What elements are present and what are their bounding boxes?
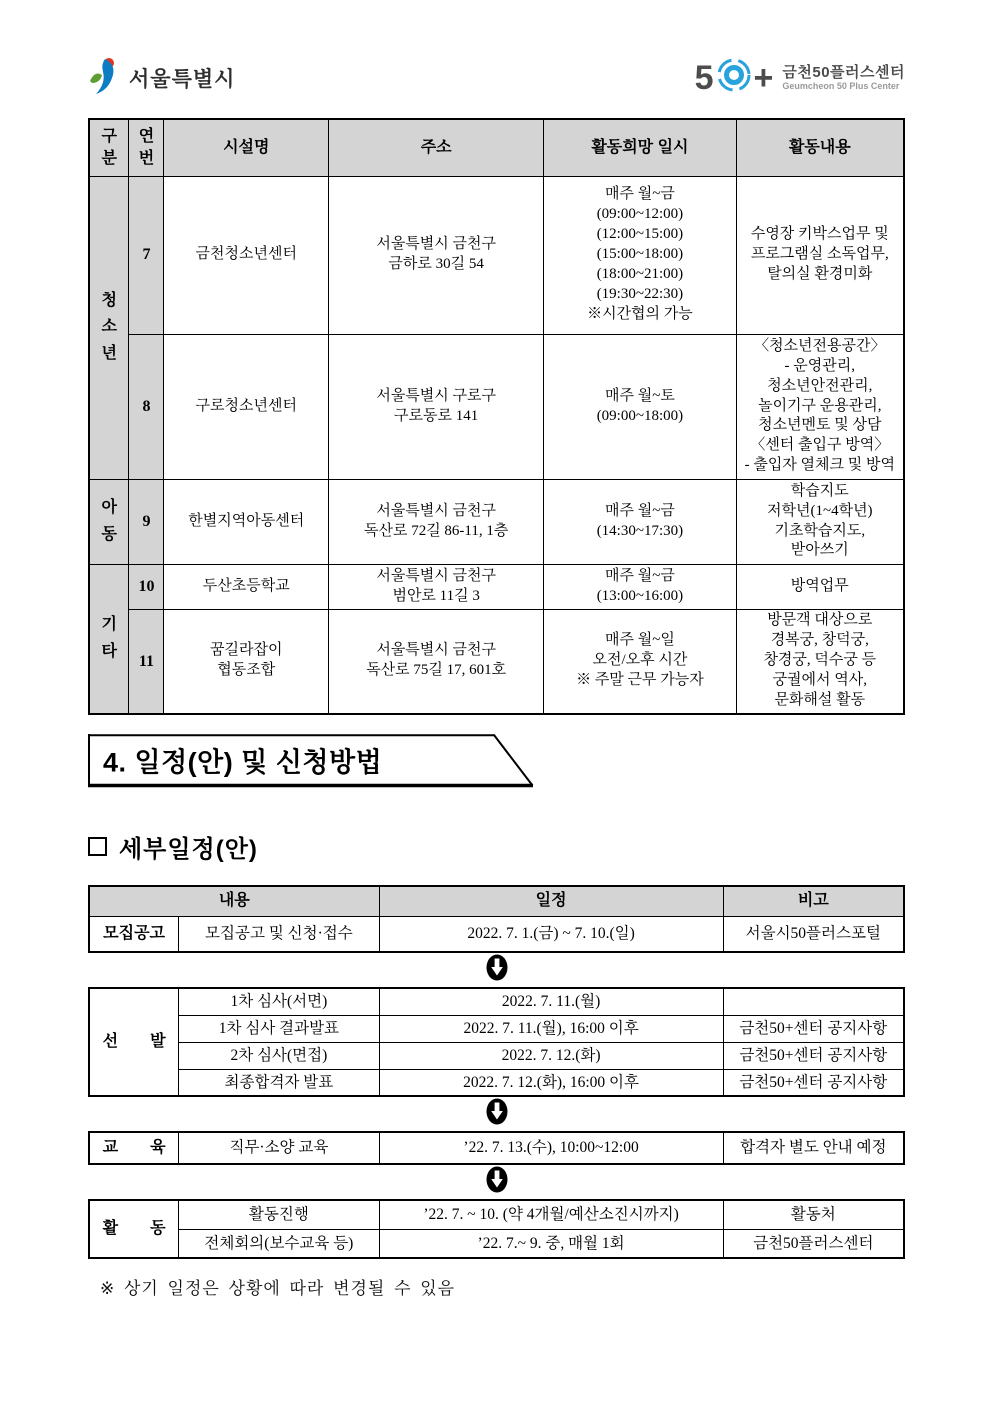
schedule-content: 1차 심사 결과발표 (179, 1015, 379, 1042)
facility-name: 한별지역아동센터 (164, 479, 329, 564)
schedule-date: 2022. 7. 11.(월) (379, 988, 723, 1015)
facility-content: 수영장 키박스업무 및 프로그램실 소독업무, 탈의실 환경미화 (736, 176, 904, 334)
row-number: 9 (129, 479, 164, 564)
flow-arrow (88, 1165, 905, 1199)
schedule-content: 모집공고 및 신청·접수 (179, 916, 379, 952)
category-child: 아 동 (89, 479, 129, 564)
subsection-heading (88, 830, 905, 862)
schedule-table-education (88, 1131, 905, 1165)
row-number: 10 (129, 564, 164, 609)
table-row (89, 176, 904, 334)
facility-address: 서울특별시 금천구 독산로 72길 86-11, 1층 (329, 479, 544, 564)
col-header-number: 연 번 (129, 119, 164, 176)
subsection-title: 세부일정(안) (119, 835, 258, 863)
col-header-date: 일정 (379, 886, 723, 916)
facility-datetime: 매주 월~일 오전/오후 시간 ※ 주말 근무 가능자 (544, 609, 736, 714)
row-number: 7 (129, 176, 164, 334)
square-bullet-icon (88, 837, 107, 856)
down-arrow-icon (486, 1098, 508, 1130)
schedule-note (723, 988, 904, 1015)
schedule-date: 2022. 7. 12.(화) (379, 1042, 723, 1069)
schedule-note: 서울시50플러스포털 (723, 916, 904, 952)
down-arrow-icon (486, 1166, 508, 1198)
table-row (89, 1200, 904, 1229)
schedule-date: ’22. 7. 13.(수), 10:00~12:00 (379, 1132, 723, 1164)
gc-logo-title: 금천50플러스센터 (782, 64, 905, 82)
facility-address: 서울특별시 금천구 금하로 30길 54 (329, 176, 544, 334)
schedule-table-activity (88, 1199, 905, 1259)
facilities-table (88, 118, 905, 715)
schedule-date: 2022. 7. 11.(월), 16:00 이후 (379, 1015, 723, 1042)
geumcheon-50plus-logo (695, 57, 905, 99)
table-row (89, 1015, 904, 1042)
schedule-note: 금천50+센터 공지사항 (723, 1069, 904, 1096)
col-header-name: 시설명 (164, 119, 329, 176)
category-etc: 기 타 (89, 564, 129, 714)
schedule-note: 활동처 (723, 1200, 904, 1229)
facility-content: 학습지도 저학년(1~4학년) 기초학습지도, 받아쓰기 (736, 479, 904, 564)
col-header-category: 구 분 (89, 119, 129, 176)
table-row (89, 916, 904, 952)
down-arrow-icon (486, 954, 508, 986)
category-youth: 청 소 년 (89, 176, 129, 479)
seoul-city-logo (88, 56, 235, 101)
schedule-note: 금천50플러스센터 (723, 1229, 904, 1258)
facility-datetime: 매주 월~금 (09:00~12:00) (12:00~15:00) (15:00~18:00) (18:00~21:00) (19:30~22:30) ※시간협의 가능 (544, 176, 736, 334)
schedule-table-selection (88, 987, 905, 1097)
table-row (89, 988, 904, 1015)
gc-logo-subtitle: Geumcheon 50 Plus Center (782, 81, 900, 92)
footnote-text: ※ 상기 일정은 상황에 따라 변경될 수 있음 (100, 1279, 456, 1298)
facility-content: 방문객 대상으로 경복궁, 창덕궁, 창경궁, 덕수궁 등 궁궐에서 역사, 문화해설 활동 (736, 609, 904, 714)
seoul-logo-text: 서울특별시 (129, 68, 236, 91)
facility-name: 구로청소년센터 (164, 334, 329, 479)
schedule-content: 2차 심사(면접) (179, 1042, 379, 1069)
col-header-note: 비고 (723, 886, 904, 916)
row-number: 11 (129, 609, 164, 714)
logo-5-text: 5 (694, 59, 714, 97)
phase-label: 모집공고 (89, 916, 179, 952)
facility-address: 서울특별시 금천구 독산로 75길 17, 601호 (329, 609, 544, 714)
flow-arrow (88, 953, 905, 987)
table-row (89, 609, 904, 714)
page-header (88, 55, 905, 101)
schedule-content: 최종합격자 발표 (179, 1069, 379, 1096)
col-header-content: 내용 (89, 886, 379, 916)
col-header-address: 주소 (329, 119, 544, 176)
facility-name: 두산초등학교 (164, 564, 329, 609)
schedule-date: 2022. 7. 12.(화), 16:00 이후 (379, 1069, 723, 1096)
facility-content: 방역업무 (736, 564, 904, 609)
schedule-date: 2022. 7. 1.(금) ~ 7. 10.(일) (379, 916, 723, 952)
schedule-note: 합격자 별도 안내 예정 (723, 1132, 904, 1164)
logo-plus-text: + (753, 59, 774, 97)
table-row (89, 334, 904, 479)
col-header-content: 활동내용 (736, 119, 904, 176)
facility-datetime: 매주 월~토 (09:00~18:00) (544, 334, 736, 479)
schedule-date: ’22. 7.~ 9. 중, 매월 1회 (379, 1229, 723, 1258)
schedule-table-announcement (88, 885, 905, 953)
facility-name: 꿈길라잡이 협동조합 (164, 609, 329, 714)
schedule-date: ’22. 7. ~ 10. (약 4개월/예산소진시까지) (379, 1200, 723, 1229)
facility-address: 서울특별시 금천구 범안로 11길 3 (329, 564, 544, 609)
table-row (89, 1042, 904, 1069)
schedule-note: 금천50+센터 공지사항 (723, 1015, 904, 1042)
facilities-header-row (89, 119, 904, 176)
facility-datetime: 매주 월~금 (14:30~17:30) (544, 479, 736, 564)
phase-label: 교 육 (89, 1132, 179, 1164)
phase-label: 선 발 (89, 988, 179, 1096)
col-header-datetime: 활동희망 일시 (544, 119, 736, 176)
facility-content: 〈청소년전용공간〉 - 운영관리, 청소년안전관리, 놀이기구 운용관리, 청소년멘토 및 상담 〈센터 출입구 방역〉 - 출입자 열체크 및 방역 (736, 334, 904, 479)
facility-datetime: 매주 월~금 (13:00~16:00) (544, 564, 736, 609)
row-number: 8 (129, 334, 164, 479)
facility-name: 금천청소년센터 (164, 176, 329, 334)
schedule-content: 활동진행 (179, 1200, 379, 1229)
schedule-header-row (89, 886, 904, 916)
table-row (89, 479, 904, 564)
table-row (89, 1132, 904, 1164)
schedule-content: 전체회의(보수교육 등) (179, 1229, 379, 1258)
facility-address: 서울특별시 구로구 구로동로 141 (329, 334, 544, 479)
phase-label: 활 동 (89, 1200, 179, 1258)
table-row (89, 1229, 904, 1258)
section-title: 4. 일정(안) 및 신청방법 (103, 747, 383, 778)
table-row (89, 564, 904, 609)
50plus-ring-icon (716, 57, 752, 99)
table-row (89, 1069, 904, 1096)
schedule-note: 금천50+센터 공지사항 (723, 1042, 904, 1069)
seoul-symbol-icon (88, 56, 122, 101)
section-banner (88, 734, 534, 788)
flow-arrow (88, 1097, 905, 1131)
schedule-content: 1차 심사(서면) (179, 988, 379, 1015)
schedule-content: 직무·소양 교육 (179, 1132, 379, 1164)
